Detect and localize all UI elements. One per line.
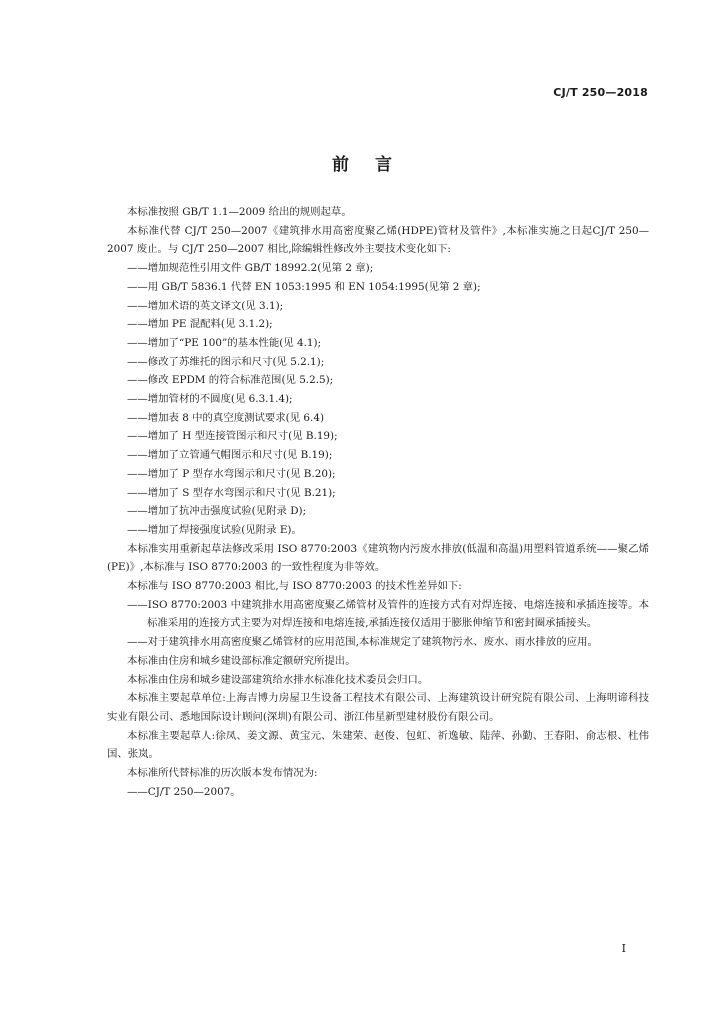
difference-item: ——ISO 8770:2003 中建筑排水用高密度聚乙烯管材及管件的连接方式有对焊连接、电熔连接和承插连接等。本标准采用的连接方式主要为对焊连接和电熔连接,承插连接仅适用于膨胀伸缩节和密封圈承插接头。 <box>127 598 649 630</box>
paragraph-replacement: 本标准代替 CJ/T 250—2007《建筑排水用高密度聚乙烯(HDPE)管材及管件》,本标准实施之日起CJ/T 250—2007 废止。与 CJ/T 250—2007 相比,除编辑性修改外主要技术变化如下: <box>107 224 649 256</box>
paragraph-iso-adoption: 本标准实用重新起草法修改采用 ISO 8770:2003《建筑物内污废水排放(低温和高温)用塑料管道系统——聚乙烯(PE)》,本标准与 ISO 8770:2003 的一致性程度为非等效。 <box>107 542 649 574</box>
change-item: ——增加了 H 型连接管图示和尺寸(见 B.19); <box>127 430 338 443</box>
paragraph-drafters: 本标准主要起草人:徐凤、姜文源、黄宝元、朱建荣、赵俊、包虹、祈逸敏、陆萍、孙勤、王春阳、俞志根、杜伟国、张岚。 <box>107 729 649 761</box>
change-item: ——增加表 8 中的真空度测试要求(见 6.4) <box>127 411 325 424</box>
standard-code: CJ/T 250—2018 <box>553 86 648 99</box>
paragraph-drafting-rules: 本标准按照 GB/T 1.1—2009 给出的规则起草。 <box>127 206 352 218</box>
change-item: ——增加了 S 型存水弯图示和尺寸(见 B.21); <box>127 486 336 499</box>
page-number: I <box>621 942 626 955</box>
change-item: ——用 GB/T 5836.1 代替 EN 1053:1995 和 EN 1054:1995(见第 2 章); <box>127 280 481 293</box>
paragraph-history: 本标准所代替标准的历次版本发布情况为: <box>127 767 318 780</box>
document-body <box>107 203 649 802</box>
change-item: ——增加了焊接强度试验(见附录 E)。 <box>127 523 302 536</box>
paragraph-drafting-units: 本标准主要起草单位:上海吉博力房屋卫生设备工程技术有限公司、上海建筑设计研究院有限公司、上海明谛科技实业有限公司、悉地国际设计顾问(深圳)有限公司、浙江伟星新型建材股份有限公司。 <box>107 692 649 723</box>
difference-item: ——对于建筑排水用高密度聚乙烯管材的应用范围,本标准规定了建筑物污水、废水、雨水排放的应用。 <box>127 636 598 649</box>
change-item: ——增加 PE 混配料(见 3.1.2); <box>127 318 273 331</box>
history-item: ——CJ/T 250—2007。 <box>127 785 241 798</box>
paragraph-committee: 本标准由住房和城乡建设部建筑给水排水标准化技术委员会归口。 <box>127 673 429 686</box>
paragraph-proposer: 本标准由住房和城乡建设部标准定额研究所提出。 <box>127 654 356 667</box>
change-item: ——增加管材的不圆度(见 6.3.1.4); <box>127 393 293 406</box>
change-item: ——增加了立管通气帽图示和尺寸(见 B.19); <box>127 449 333 462</box>
change-item: ——增加规范性引用文件 GB/T 18992.2(见第 2 章); <box>127 262 374 275</box>
change-item: ——增加了 P 型存水弯图示和尺寸(见 B.20); <box>127 467 336 480</box>
change-item: ——增加术语的英文译文(见 3.1); <box>127 299 284 312</box>
change-item: ——修改 EPDM 的符合标准范围(见 5.2.5); <box>127 374 334 387</box>
change-item: ——增加了抗冲击强度试验(见附录 D); <box>127 505 307 518</box>
page-title: 前言 <box>332 155 418 175</box>
change-item: ——增加了“PE 100”的基本性能(见 4.1); <box>127 336 322 349</box>
change-item: ——修改了苏维托的图示和尺寸(见 5.2.1); <box>127 355 325 368</box>
paragraph-iso-differences: 本标准与 ISO 8770:2003 相比,与 ISO 8770:2003 的技术性差异如下: <box>127 580 462 593</box>
